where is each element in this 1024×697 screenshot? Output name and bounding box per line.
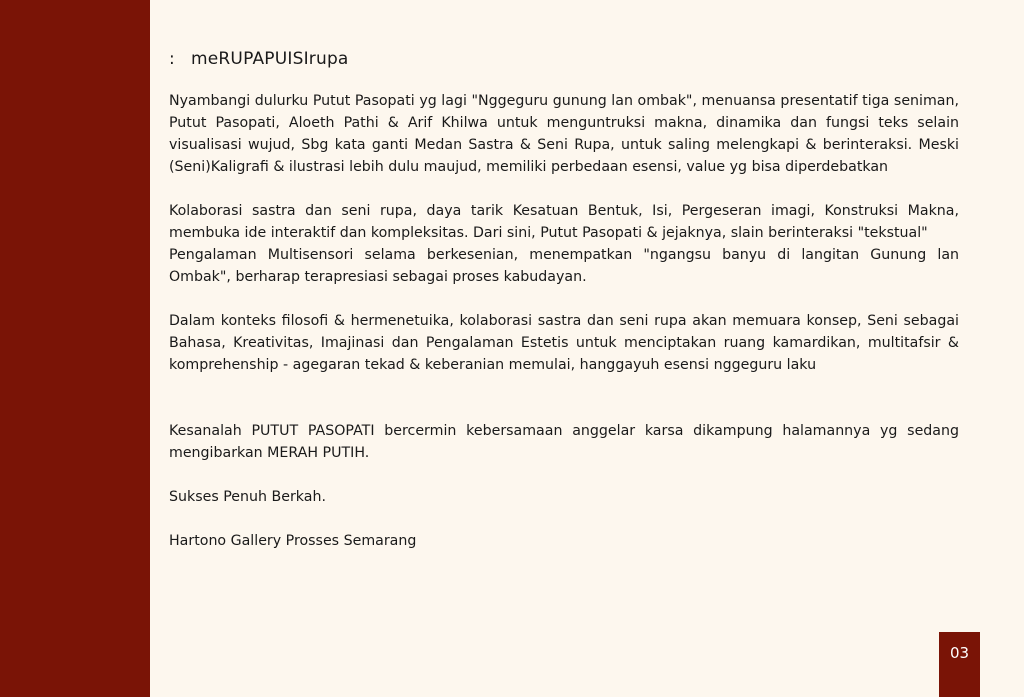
paragraph-signature: Hartono Gallery Prosses Semarang bbox=[169, 533, 417, 549]
paragraph-closing: Kesanalah PUTUT PASOPATI bercermin kebersamaan anggelar karsa dikampung halamannya yg sedang mengibarkan MERAH PUTIH. bbox=[169, 423, 959, 461]
page bbox=[150, 0, 1024, 697]
paragraph-philosophy: Dalam konteks filosofi & hermenetuika, kolaborasi sastra dan seni rupa akan memuara konsep, Seni sebagai Bahasa, Kreativitas, Imajinasi dan Pengalaman Estetis untuk menciptakan ruang kamardikan, multitafsir & komprehenship - agegaran tekad & keberanian memulai, hanggayuh esensi nggeguru laku bbox=[169, 313, 959, 373]
title-text: meRUPAPUISIrupa bbox=[191, 49, 349, 69]
paragraph-intro: Nyambangi dulurku Putut Pasopati yg lagi "Nggeguru gunung lan ombak", menuansa presentatif tiga seniman, Putut Pasopati, Aloeth Pathi & Arif Khilwa untuk menguntruksi makna, dinamika dan fungsi teks selain visualisasi wujud, Sbg kata ganti Medan Sastra & Seni Rupa, untuk saling melengkapi & berinteraksi. Meski (Seni)Kaligrafi & ilustrasi lebih dulu maujud, memiliki perbedaan esensi, value yg bisa diperdebatkan bbox=[169, 93, 959, 175]
paragraph-collaboration: Kolaborasi sastra dan seni rupa, daya tarik Kesatuan Bentuk, Isi, Pergeseran imagi, Konstruksi Makna, membuka ide interaktif dan kompleksitas. Dari sini, Putut Pasopati & jejaknya, slain berinteraksi "tekstual" bbox=[169, 203, 959, 241]
page-number-badge: 03 bbox=[939, 632, 980, 697]
paragraph-wishes: Sukses Penuh Berkah. bbox=[169, 489, 326, 505]
spacer bbox=[169, 376, 959, 420]
left-sidebar-band bbox=[0, 0, 150, 697]
spacer bbox=[169, 178, 959, 200]
spacer bbox=[169, 464, 959, 486]
title-prefix: : bbox=[169, 49, 175, 69]
spacer bbox=[169, 288, 959, 310]
document-body bbox=[169, 46, 959, 552]
page-title bbox=[169, 46, 959, 72]
spacer bbox=[169, 508, 959, 530]
paragraph-multisensory: Pengalaman Multisensori selama berkesenian, menempatkan "ngangsu banyu di langitan Gunung lan Ombak", berharap terapresiasi sebagai proses kabudayan. bbox=[169, 247, 959, 285]
